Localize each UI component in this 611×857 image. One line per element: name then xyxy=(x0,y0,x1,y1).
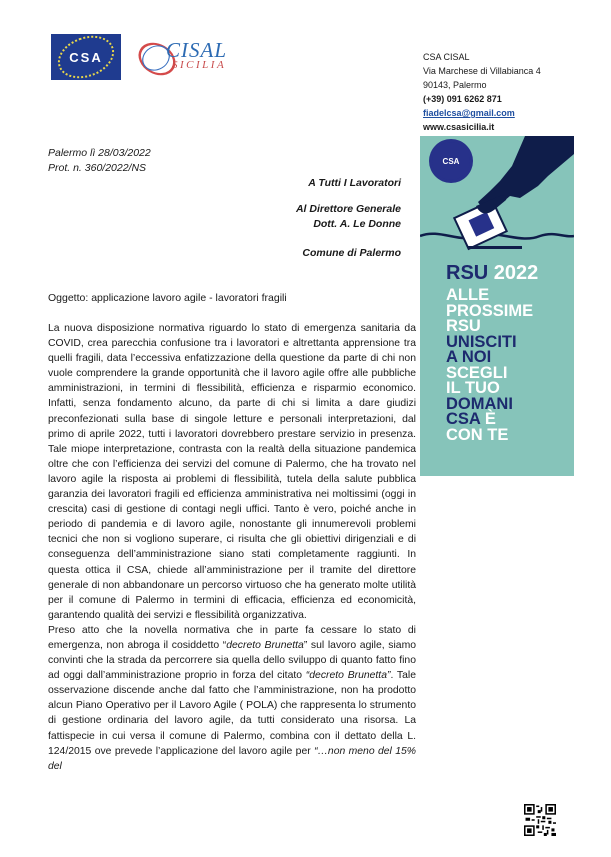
contact-street: Via Marchese di Villabianca 4 xyxy=(423,66,541,76)
recipient-director-name: Dott. A. Le Donne xyxy=(313,218,401,230)
paragraph-1: La nuova disposizione normativa riguardo lo stato di emergenza sanitaria da COVID, crea parecchia confusione tra i lavoratori e altrettanta apprensione tra quelli fragili, data l’eccessiva enfatizzazione della questione da parte di chi non vuole comprendere la grande opportunità che il lavoro agile offre alle pubbliche amministrazioni, in termini di flessibilità, efficienza e risparmio economico. Infatti, senza fondamento alcuno, da parte di chi si limita a dare giudizi preconfezionati sulla base di singole letture e personali interpretazioni, dal primo di aprile 2022, tutti i lavoratori dovrebbero prestare servizio in presenza. Tale miope interpretazione, contrasta con la realtà della situazione pandemica oltre che con l’efficienza dei servizi del comune di Palermo, che ha trovato nel lavoro agile la risposta ai problemi di flessibilità, tutela della salute pubblica garanzia dei lavoratori fragili ed efficienza amministrativa nei moltissimi (oggi in crescita) casi di gestione di contagi negli uffici. Tanto è vero, poiché anche in periodo di pandemia e di lavoro agile, nonostante gli innumerevoli problemi tecnici che non si vogliono superare, ci risulta che gli obiettivi dirigenziali e di conseguenza dell’amministrazione siano stati completamente raggiunti. In questa ottica il CSA, chiede all’amministrazione per il tramite del direttore generale di non abbandonare un percorso virtuoso che ha generato molte utilità per il comune di Palermo in termini di efficacia, efficienza ed economicità, garantendo qualità dei servizi e flessibilità organizzativa. xyxy=(48,323,416,621)
contact-city: 90143, Palermo xyxy=(423,80,487,90)
italic-run: decreto Brunetta xyxy=(226,639,304,651)
slogan-line: A NOI xyxy=(446,348,492,366)
contact-block xyxy=(423,50,541,134)
slogan-line: SCEGLI xyxy=(446,363,508,382)
csa-logo-text: CSA xyxy=(69,49,103,65)
protocol-number: Prot. n. 360/2022/NS xyxy=(48,162,147,174)
poster-title xyxy=(446,262,538,285)
slogan-line: ALLE xyxy=(446,286,490,304)
slogan-word: CSA xyxy=(446,410,481,428)
slogan-line: DOMANI xyxy=(446,394,513,413)
cisal-logo-text: CISAL xyxy=(166,38,228,62)
slogan-line: IL TUO xyxy=(446,379,500,397)
contact-phone: (+39) 091 6262 871 xyxy=(423,94,502,104)
paragraph-2 xyxy=(48,623,416,774)
poster-slogan xyxy=(446,288,533,443)
recipient-all-workers: A Tutti I Lavoratori xyxy=(308,177,401,189)
slogan-line: UNISCITI xyxy=(446,332,517,351)
text-run: Preso atto che la novella normativa che in parte fa cessare lo stato di emergenza, non abroga il cosiddetto “ xyxy=(48,624,416,651)
letter-body xyxy=(48,321,416,774)
contact-org: CSA CISAL xyxy=(423,52,470,62)
text-run: . Tale osservazione discende anche dal fatto che l’amministrazione, non ha prodotto alcun Piano Operativo per il Lavoro Agile ( POLA) che rappresenta lo strumento di gestione ordinaria del lavoro agile, da tutti considerato una risorsa. La fattispecie in cui versa il comune di Palermo, combina con il dettato della L. 124/2015 ove prevede l’applicazione del lavoro agile per xyxy=(48,670,416,757)
hand-voting-icon xyxy=(420,136,574,261)
text-run: ” sul lavoro agile, siamo convinti che la strada da percorrere sia quella dello sviluppo di quanto fatto fino ad oggi dall’amministrazione proprio in forza del citato xyxy=(48,639,417,682)
cisal-sicilia-logo xyxy=(140,38,240,78)
poster-title-year: 2022 xyxy=(493,262,539,284)
contact-email-link[interactable]: fiadelcsa@gmail.com xyxy=(423,108,515,118)
contact-website: www.csasicilia.it xyxy=(423,122,495,132)
letter-subject: Oggetto: applicazione lavoro agile - lavoratori fragili xyxy=(48,292,287,304)
qr-code-icon[interactable] xyxy=(524,804,556,836)
letter-meta xyxy=(48,146,151,176)
recipient-director: Al Direttore Generale xyxy=(295,203,401,215)
slogan-line: RSU xyxy=(446,317,481,335)
rsu-2022-poster xyxy=(420,136,574,476)
slogan-line: PROSSIME xyxy=(446,301,534,320)
recipient-municipality: Comune di Palermo xyxy=(302,247,401,259)
slogan-word: È xyxy=(480,410,496,428)
place-date: Palermo lì 28/03/2022 xyxy=(48,147,151,159)
badge-text: CSA xyxy=(442,156,460,166)
sicilia-logo-text: SICILIA xyxy=(172,59,227,71)
poster-title-rsu: RSU xyxy=(446,262,489,284)
csa-logo xyxy=(51,34,121,80)
italic-run: “…non meno del 15% del xyxy=(48,745,416,772)
slogan-line: CON TE xyxy=(446,425,509,444)
italic-run: “decreto Brunetta” xyxy=(305,670,391,682)
